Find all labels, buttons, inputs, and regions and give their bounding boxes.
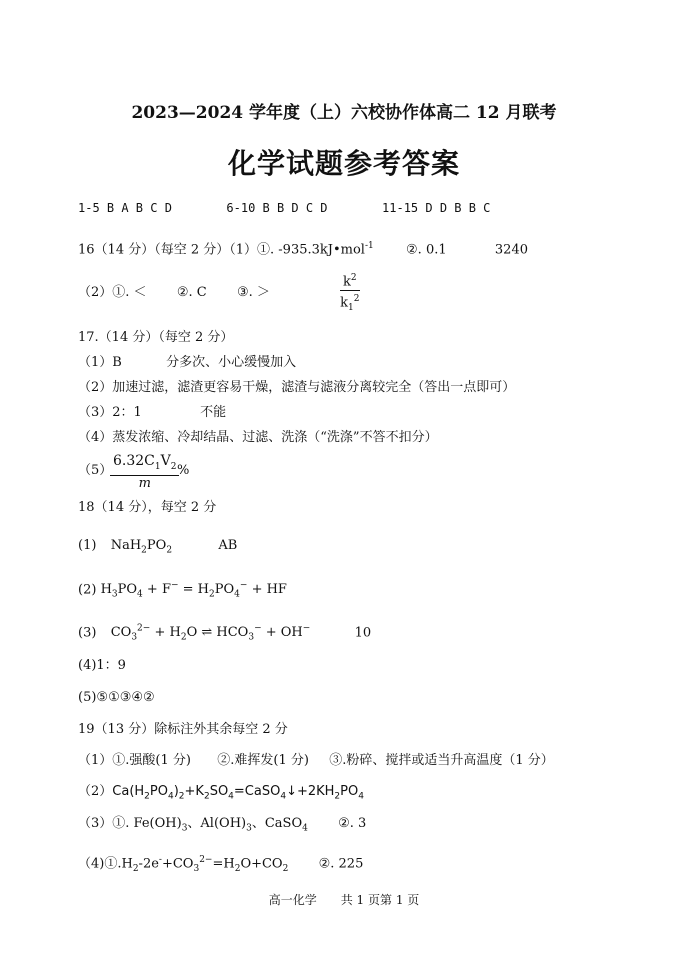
q16-line2: [78, 285, 270, 301]
q17-3a: （3）2：1: [78, 405, 142, 420]
q18-1-answer: AB: [218, 538, 238, 553]
q19-line2: [78, 784, 364, 805]
q18-head: 18（14 分），每空 2 分: [78, 500, 217, 515]
q16-exp: -1: [364, 241, 374, 251]
q16-a2: ②. 0.1: [406, 242, 447, 258]
q19-1c: ③.粉碎、搅拌或适当升高温度（1 分）: [329, 753, 554, 768]
q16-frac-den: $k_1^2$: [340, 294, 360, 314]
q16-a3: 3240: [494, 242, 528, 258]
q17-1a: （1）B: [78, 355, 122, 370]
q17-frac-den: m: [138, 475, 151, 491]
q18-1-label: (1): [78, 538, 97, 553]
q18-3-label: (3): [78, 625, 97, 641]
q16-2a: （2）①. ＜: [78, 285, 147, 300]
q17-line2: （2）加速过滤，滤渣更容易干燥，滤渣与滤液分离较完全（答出一点即可）: [78, 380, 516, 395]
q16-2c: ③. ＞: [236, 285, 270, 300]
q16-fraction: [340, 270, 360, 316]
q19-3d: ②. 3: [338, 816, 367, 831]
q19-line1: [78, 753, 554, 769]
mc-group-2: 6-10 B B D C D: [226, 201, 328, 215]
q18-line5: (5)⑤①③④②: [78, 690, 155, 705]
q16-head: 16（14 分）（每空 2 分）（1）①. -935.3kJ•mol: [78, 242, 365, 258]
q18-1-formula: NaH: [110, 538, 142, 553]
q19-4a: （4)①.H: [78, 856, 133, 872]
q18-3-answer: 10: [354, 625, 372, 641]
q16-frac-num: $k^2$: [340, 270, 360, 291]
q17-fraction: [110, 453, 179, 492]
q19-head: 19（13 分）除标注外其余每空 2 分: [78, 722, 288, 737]
q17-frac-num: $6.32C_1V_2$: [110, 453, 179, 476]
mc-answers: [78, 200, 490, 216]
mc-group-3: 11-15 D D B B C: [382, 201, 491, 215]
q19-2-equation: $Ca(H_2PO_4)_2+K_2SO_4=CaSO_4↓+2KH_2PO_4$: [112, 784, 364, 802]
q17-line3: [78, 405, 226, 421]
q19-line3: （3）①. $Fe(OH)_3$、$Al(OH)_3$、CaSO$_4$ ②. 3: [78, 816, 367, 834]
q18-line3: [78, 621, 371, 646]
q17-line4: （4）蒸发浓缩、冷却结晶、过滤、洗涤（“洗涤”不答不扣分）: [78, 430, 438, 445]
q17-line1: [78, 355, 296, 371]
q18-line4: (4)1：9: [78, 658, 126, 673]
mc-group-1: 1-5 B A B C D: [78, 201, 172, 215]
q17-3b: 不能: [200, 405, 227, 420]
q19-1b: ②.难挥发(1 分): [217, 753, 309, 768]
q17-percent: %: [177, 463, 190, 478]
q18-line2: [78, 578, 287, 603]
q18-line1: (1) $NaH_2PO_2$ AB: [78, 538, 238, 556]
q17-head: 17.（14 分）（每空 2 分）: [78, 330, 234, 345]
answer-key-title: 化学试题参考答案: [227, 147, 460, 180]
q19-line4: $(4)①.H_2-2e^-+CO_3^{2-}=H_2O+CO_2$ ②. 225: [78, 855, 364, 874]
q19-1a: （1）①.强酸(1 分): [78, 753, 191, 768]
q17-line5-label: （5）: [78, 463, 113, 478]
q18-3-equation: $CO_3^{2-} + H_2O$ ⇌ $HCO_3^- + OH^-$: [110, 624, 311, 643]
q16-2b: ②. C: [176, 285, 207, 300]
q19-2-label: （2）: [78, 784, 113, 799]
q19-3a: （3）①. Fe(OH): [78, 816, 182, 831]
q17-1b: 分多次、小心缓慢加入: [166, 355, 297, 370]
q16-line1: [78, 238, 528, 258]
q19-4f: ②. 225: [318, 856, 364, 872]
q18-2-equation: $H_3PO_4 + F^- = H_2PO_4^-$ + HF: [100, 581, 287, 600]
exam-title: 2023—2024 学年度（上）六校协作体高二 12 月联考: [131, 103, 557, 123]
q18-2-label: (2): [78, 582, 97, 598]
page-footer: 高一化学 共 1 页第 1 页: [268, 893, 420, 907]
